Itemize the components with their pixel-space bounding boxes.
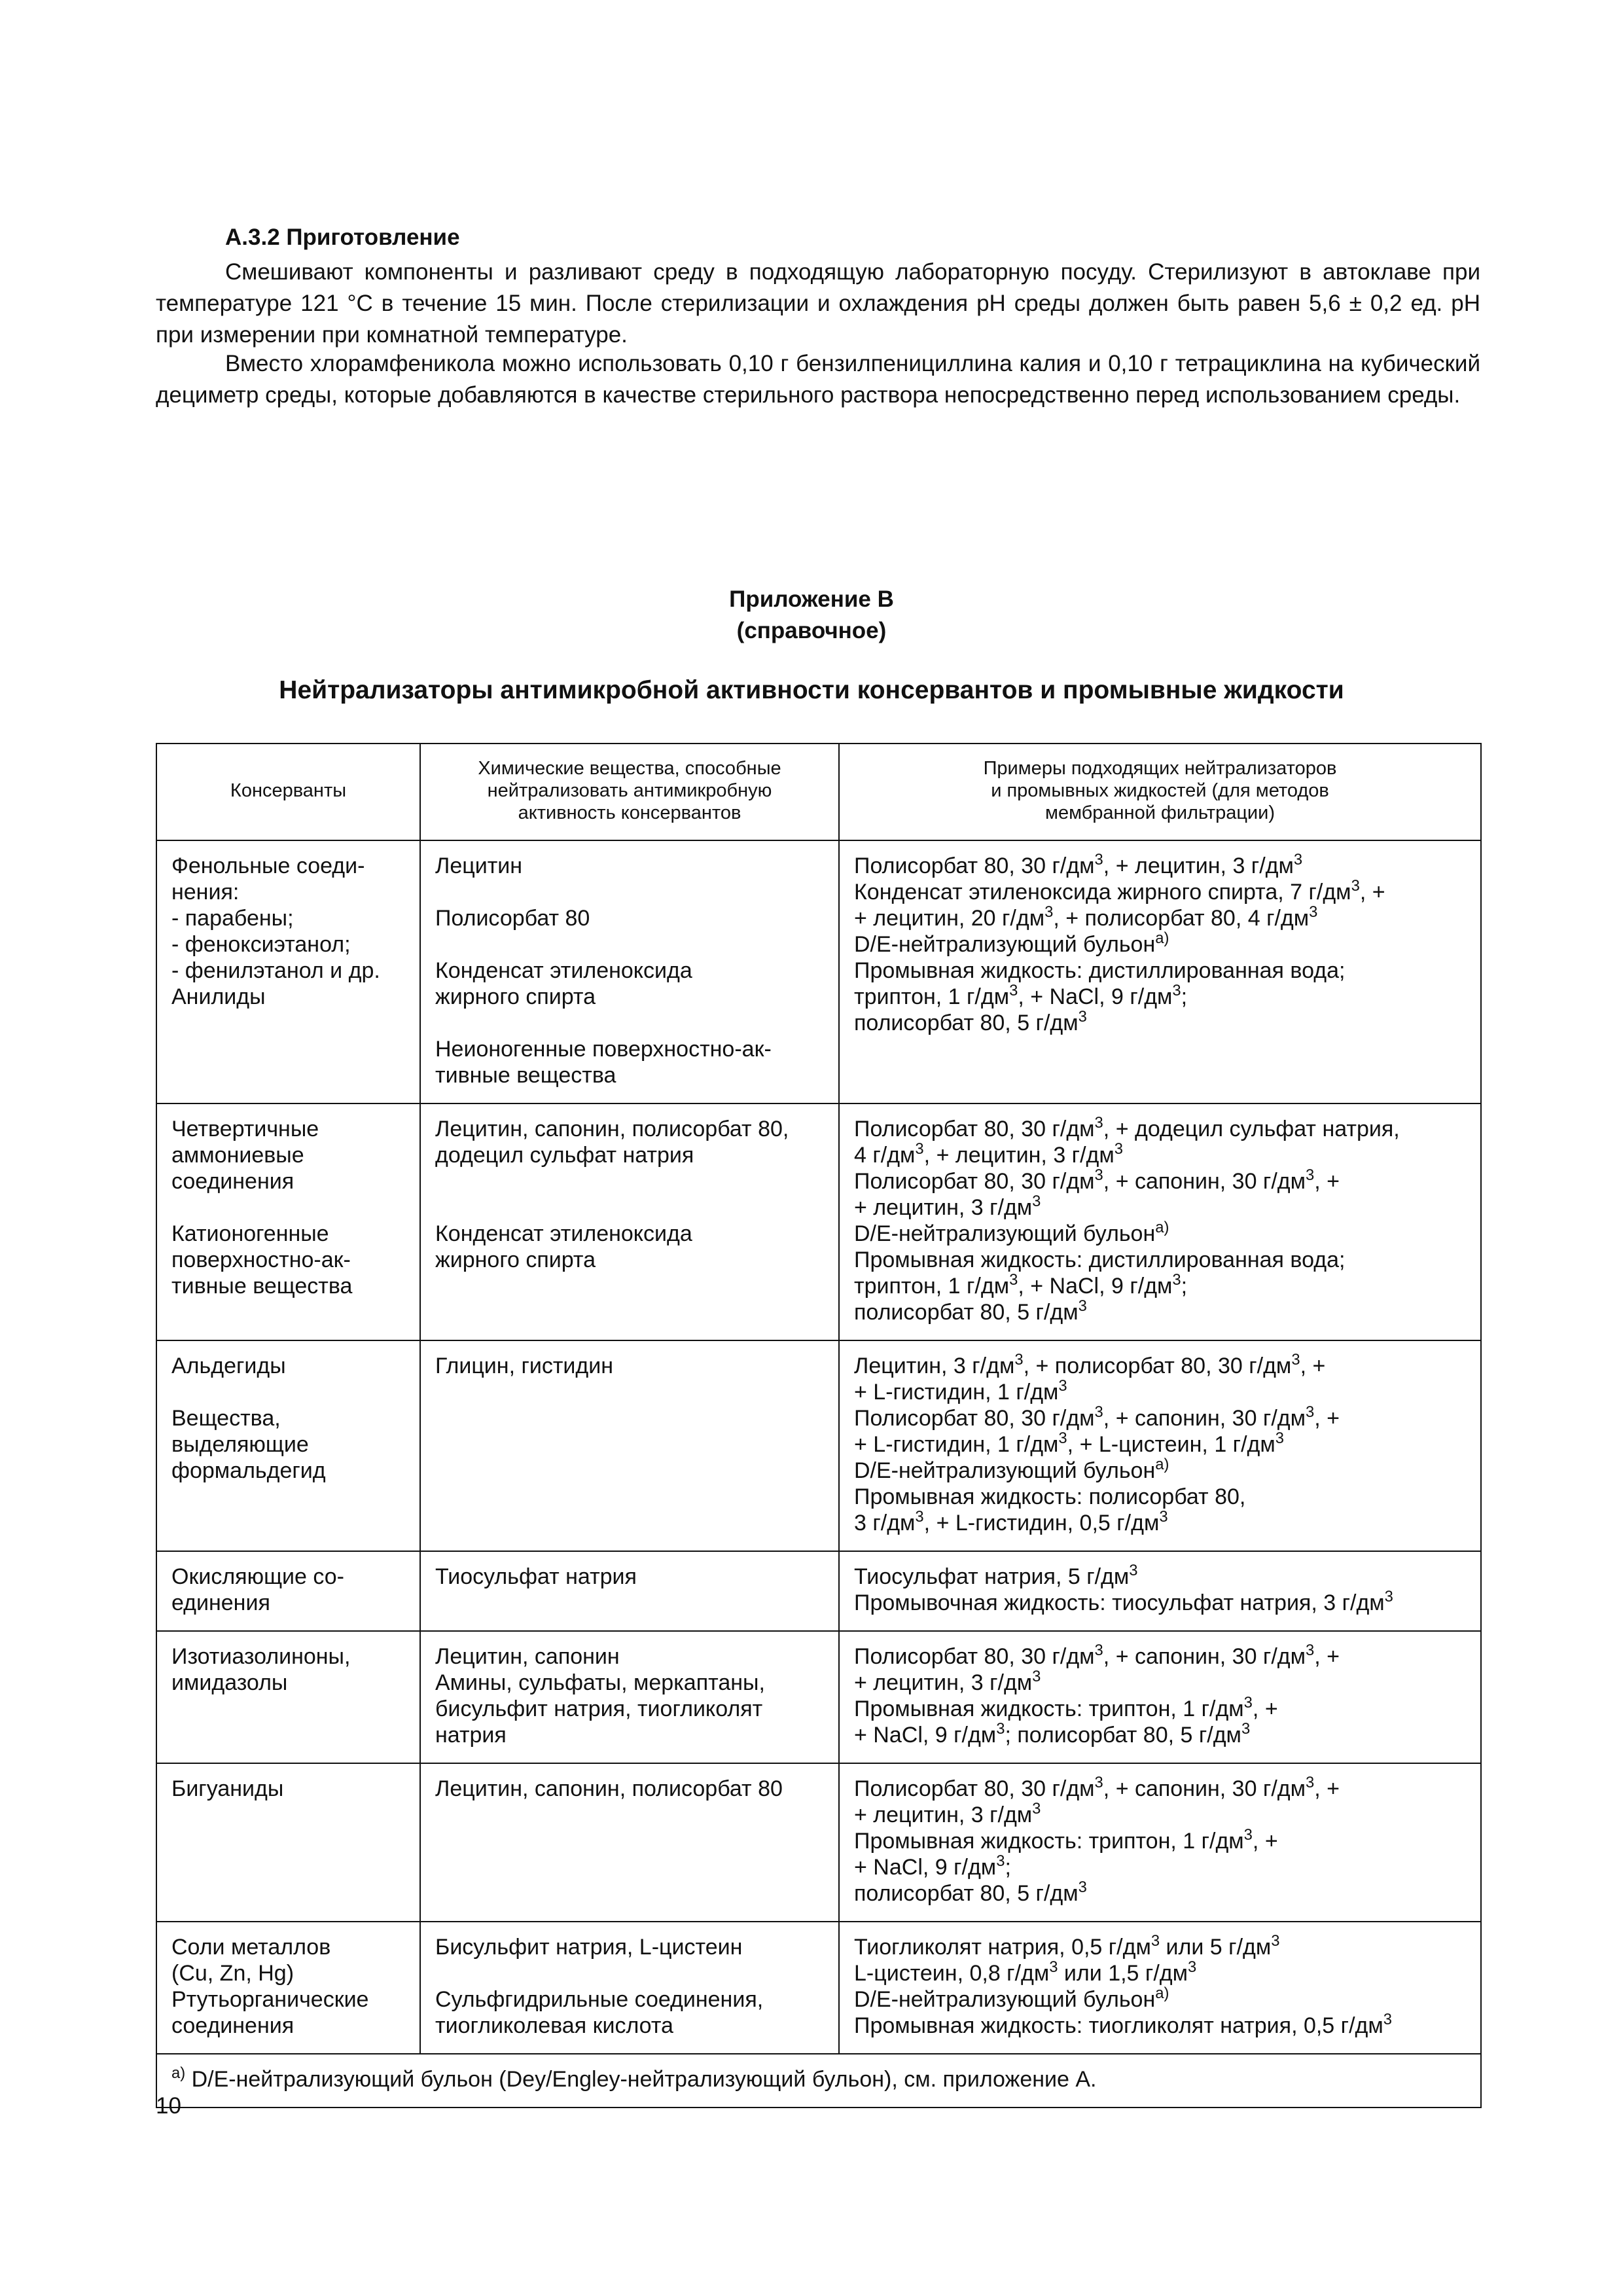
cell-line: Химические вещества, способные [478,758,781,779]
cell-line: и промывных жидкостей (для методов [991,780,1329,801]
cell-line: полисорбат 80, 5 $г/дм^3$ [854,1007,1087,1035]
cell-chemical [420,1551,839,1631]
header-preservatives [156,744,420,840]
superscript: 3 [1078,1007,1087,1026]
cell-line: додецил сульфат натрия [435,1143,694,1168]
superscript: 3 [1094,1641,1103,1659]
header-neutralizer-examples [839,744,1481,840]
cell-line: D/E-нейтрализующий бульон$^{а)}$ [854,1455,1169,1483]
cell-line: Промывная жидкость: триптон, 1 $г/дм^3$, + [854,1825,1278,1854]
cell-line: Соли металлов [171,1935,331,1960]
superscript: 3 [1049,1958,1058,1976]
cell-neutralizer [839,1340,1481,1551]
cell-chemical [420,1340,839,1551]
cell-preservative [156,840,420,1103]
cell-neutralizer [839,1103,1481,1340]
superscript: 3 [1384,1587,1393,1605]
cell-line: Окисляющие со- [171,1564,344,1589]
cell-neutralizer [839,1763,1481,1922]
cell-line: Лецитин, сапонин [435,1644,620,1669]
cell-line: тиогликолевая кислота [435,2013,673,2038]
cell-neutralizer [839,1551,1481,1631]
cell-line: Полисорбат 80 [435,906,590,931]
superscript: 3 [1044,903,1054,921]
superscript: 3 [1032,1799,1041,1818]
superscript: 3 [1058,1429,1067,1447]
cell-line: нения: [171,880,240,905]
blank-line [435,931,824,958]
table-row [156,840,1481,1103]
superscript: 3 [1009,1270,1018,1289]
header-chemical-substances [420,744,839,840]
superscript: 3 [1309,903,1318,921]
cell-line: + L-гистидин, 1 $г/дм^3$, + L-цистеин, 1 $г/дм^3$ [854,1429,1284,1457]
table-row [156,1922,1481,2054]
superscript: 3 [1383,2010,1392,2028]
table-row [156,1763,1481,1922]
cell-line: D/E-нейтрализующий бульон$^{а)}$ [854,1984,1169,2012]
cell-preservative [156,1922,420,2054]
cell-chemical [420,1631,839,1763]
cell-line: соединения [171,2013,294,2038]
cell-line: Фенольные соеди- [171,853,365,878]
superscript: 3 [1305,1773,1315,1791]
cell-line: 4 $г/дм^3$, + лецитин, 3 $г/дм^3$ [854,1139,1123,1168]
cell-neutralizer [839,1631,1481,1763]
superscript: 3 [1032,1192,1041,1210]
table-row [156,1340,1481,1551]
cell-line: Сульфгидрильные соединения, [435,1987,764,2012]
cell-line: имидазолы [171,1670,288,1695]
cell-line: Примеры подходящих нейтрализаторов [983,758,1337,779]
table-heading: Нейтрализаторы антимикробной активности консервантов и промывные жидкости [279,676,1344,704]
paragraph-alternative: Вместо хлорамфеникола можно использовать 0,10 г бензилпенициллина калия и 0,10 г тетрациклина на кубический дециметр среды, которые добавляются в качестве стерильного раствора непосредственно перед использованием среды. [156,351,1480,408]
superscript: 3 [915,1139,924,1158]
cell-line: Лецитин [435,853,523,878]
cell-line: Бигуаниды [171,1776,284,1801]
cell-line: + NaCl, 9 $г/дм^3$; полисорбат 80, 5 $г/дм^3$ [854,1719,1251,1748]
cell-line: D/E-нейтрализующий бульон$^{а)}$ [854,1218,1169,1246]
cell-line: бисульфит натрия, тиогликолят [435,1696,763,1721]
superscript: 3 [1271,1931,1280,1950]
page-number: 10 [156,2093,181,2119]
superscript: 3 [1094,1113,1103,1132]
cell-line: полисорбат 80, 5 $г/дм^3$ [854,1297,1087,1325]
cell-line: натрия [435,1723,507,1748]
superscript: 3 [1032,1667,1041,1685]
superscript: 3 [1351,876,1360,895]
cell-chemical [420,840,839,1103]
cell-line: Глицин, гистидин [435,1354,614,1378]
cell-line: Полисорбат 80, 30 $г/дм^3$, + сапонин, 30 $г/дм^3$, + [854,1403,1340,1431]
cell-line: Альдегиды [171,1354,286,1378]
superscript: 3 [1094,1166,1103,1184]
cell-preservative [156,1103,420,1340]
superscript: а) [1155,1984,1169,2002]
cell-line: Тиогликолят натрия, 0,5 $г/дм^3$ или 5 $г/дм^3$ [854,1931,1280,1960]
cell-line: Конденсат этиленоксида [435,1221,692,1246]
superscript: 3 [1058,1376,1067,1395]
cell-line: Анилиды [171,984,266,1009]
superscript: 3 [1291,1350,1300,1369]
cell-preservative [156,1340,420,1551]
blank-line [171,1379,405,1405]
appendix-subtitle: (справочное) [736,618,887,643]
cell-line: Лецитин, сапонин, полисорбат 80 [435,1776,783,1801]
superscript: 3 [1150,1931,1160,1950]
cell-line: Конденсат этиленоксида [435,958,692,983]
superscript: 3 [1243,1693,1253,1712]
superscript: 3 [1094,850,1103,869]
superscript: 3 [1241,1719,1251,1738]
cell-line: + лецитин, 20 $г/дм^3$, + полисорбат 80, 4 $г/дм^3$ [854,903,1318,931]
cell-neutralizer [839,840,1481,1103]
cell-line: Четвертичные [171,1117,319,1141]
cell-line: тивные вещества [435,1063,616,1088]
cell-line: + лецитин, 3 $г/дм^3$ [854,1799,1041,1827]
superscript: 3 [996,1719,1005,1738]
cell-line: соединения [171,1169,294,1194]
cell-line: Промывная жидкость: триптон, 1 $г/дм^3$, + [854,1693,1278,1721]
superscript: 3 [1129,1561,1138,1579]
cell-line: - фенилэтанол и др. [171,958,380,983]
superscript: а) [1155,929,1169,947]
cell-chemical [420,1922,839,2054]
cell-line: Полисорбат 80, 30 $г/дм^3$, + сапонин, 30 $г/дм^3$, + [854,1641,1340,1669]
cell-line: Промывная жидкость: дистиллированная вода; [854,958,1346,983]
cell-line: + лецитин, 3 $г/дм^3$ [854,1667,1041,1695]
cell-line: Промывная жидкость: полисорбат 80, [854,1484,1246,1509]
cell-line: поверхностно-ак- [171,1247,351,1272]
table-header-row [156,744,1481,840]
table-body [156,840,1481,2108]
superscript: а) [1155,1455,1169,1473]
table-row [156,1551,1481,1631]
neutralizers-table [156,743,1482,2108]
cell-line: + NaCl, 9 $г/дм^3$; [854,1852,1011,1880]
superscript: 3 [1014,1350,1024,1369]
superscript: 3 [1275,1429,1284,1447]
cell-line: (Cu, Zn, Hg) [171,1961,294,1986]
blank-line [435,879,824,905]
superscript: 3 [1243,1825,1253,1844]
cell-line: Тиосульфат натрия, 5 $г/дм^3$ [854,1561,1138,1589]
cell-line: Промывочная жидкость: тиосульфат натрия, 3 $г/дм^3$ [854,1587,1393,1615]
cell-line: - феноксиэтанол; [171,932,351,957]
superscript: 3 [1172,981,1181,999]
cell-line: Лецитин, сапонин, полисорбат 80, [435,1117,789,1141]
cell-chemical [420,1103,839,1340]
superscript: 3 [1305,1403,1315,1421]
superscript: 3 [1305,1166,1315,1184]
cell-line: триптон, 1 $г/дм^3$, + NaCl, 9 $г/дм^3$; [854,1270,1188,1299]
cell-line: + лецитин, 3 $г/дм^3$ [854,1192,1041,1220]
superscript: 3 [1305,1641,1315,1659]
cell-line: 3 $г/дм^3$, + L-гистидин, 0,5 $г/дм^3$ [854,1507,1168,1535]
blank-line [435,1194,824,1221]
cell-line: Промывная жидкость: тиогликолят натрия, 0,5 $г/дм^3$ [854,2010,1392,2038]
superscript: 3 [915,1507,924,1526]
superscript: 3 [1094,1773,1103,1791]
superscript: 3 [1293,850,1303,869]
cell-line: Бисульфит натрия, L-цистеин [435,1935,743,1960]
cell-line: жирного спирта [435,984,596,1009]
cell-line: Амины, сульфаты, меркаптаны, [435,1670,765,1695]
cell-line: Вещества, [171,1406,281,1431]
table-footnote: $^{а)}$ D/E-нейтрализующий бульон (Dey/Engley-нейтрализующий бульон), см. приложение А. [156,2054,1481,2108]
paragraph-preparation: Смешивают компоненты и разливают среду в подходящую лабораторную посуду. Стерилизуют в автоклаве при температуре 121 °C в течение 15 мин. После стерилизации и охлаждения pH среды должен быть равен 5,6 ± 0,2 ед. pH при измерении при комнатной температуре. [156,259,1480,348]
footnote-row [156,2054,1481,2108]
superscript: 3 [1114,1139,1123,1158]
superscript: 3 [1009,981,1018,999]
blank-line [435,1010,824,1036]
section-title: А.3.2 Приготовление [225,224,460,250]
table-row [156,1631,1481,1763]
cell-line: Промывная жидкость: дистиллированная вода; [854,1247,1346,1272]
cell-line: Конденсат этиленоксида жирного спирта, 7 $г/дм^3$, + [854,876,1385,905]
cell-line: полисорбат 80, 5 $г/дм^3$ [854,1878,1087,1906]
cell-line: Полисорбат 80, 30 $г/дм^3$, + додецил сульфат натрия, [854,1113,1400,1141]
cell-line: аммониевые [171,1143,304,1168]
cell-line: нейтрализовать антимикробную [487,780,772,801]
cell-line: жирного спирта [435,1247,596,1272]
cell-line: формальдегид [171,1458,326,1483]
cell-line: Ртутьорганические [171,1987,369,2012]
cell-line: Консерванты [230,780,347,801]
cell-line: Полисорбат 80, 30 $г/дм^3$, + сапонин, 30 $г/дм^3$, + [854,1166,1340,1194]
superscript: 3 [996,1852,1005,1870]
cell-line: Изотиазолиноны, [171,1644,351,1669]
cell-line: Неионогенные поверхностно-ак- [435,1037,772,1062]
cell-neutralizer [839,1922,1481,2054]
superscript: 3 [1078,1297,1087,1315]
cell-line: активность консервантов [518,802,741,823]
cell-line: L-цистеин, 0,8 $г/дм^3$ или 1,5 $г/дм^3$ [854,1958,1197,1986]
cell-chemical [420,1763,839,1922]
cell-line: триптон, 1 $г/дм^3$, + NaCl, 9 $г/дм^3$; [854,981,1188,1009]
cell-line: мембранной фильтрации) [1045,802,1275,823]
cell-line: Полисорбат 80, 30 $г/дм^3$, + лецитин, 3 $г/дм^3$ [854,850,1303,878]
appendix-title: Приложение В [729,586,894,612]
cell-line: Катионогенные [171,1221,329,1246]
cell-preservative [156,1631,420,1763]
blank-line [435,1960,824,1986]
cell-preservative [156,1551,420,1631]
cell-line: Тиосульфат натрия [435,1564,637,1589]
cell-line: Лецитин, 3 $г/дм^3$, + полисорбат 80, 30 $г/дм^3$, + [854,1350,1326,1378]
blank-line [435,1168,824,1194]
blank-line [171,1194,405,1221]
cell-line: Полисорбат 80, 30 $г/дм^3$, + сапонин, 30 $г/дм^3$, + [854,1773,1340,1801]
superscript: 3 [1172,1270,1181,1289]
cell-line: - парабены; [171,906,294,931]
cell-line: тивные вещества [171,1274,353,1299]
table-row [156,1103,1481,1340]
superscript: 3 [1187,1958,1197,1976]
cell-line: + L-гистидин, 1 $г/дм^3$ [854,1376,1067,1405]
superscript: а) [171,2064,186,2082]
cell-preservative [156,1763,420,1922]
cell-line: единения [171,1590,270,1615]
superscript: 3 [1078,1878,1087,1896]
superscript: 3 [1094,1403,1103,1421]
superscript: 3 [1159,1507,1168,1526]
cell-line: D/E-нейтрализующий бульон$^{а)}$ [854,929,1169,957]
superscript: а) [1155,1218,1169,1236]
cell-line: выделяющие [171,1432,309,1457]
